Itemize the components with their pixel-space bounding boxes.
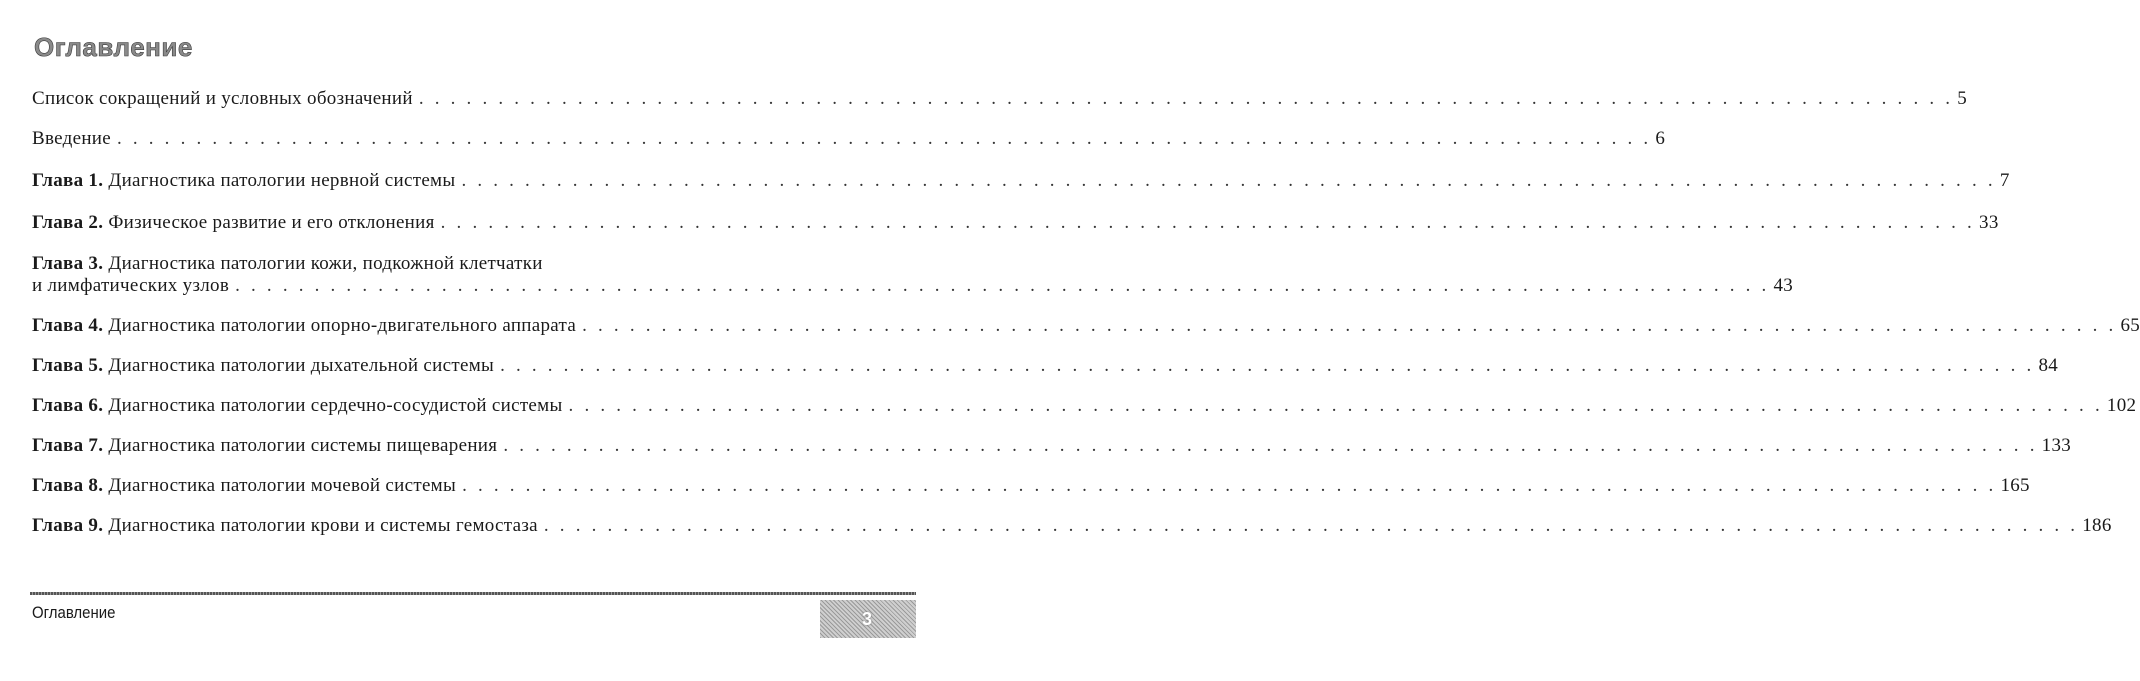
dot-leader: . . . . . . . . . . . . . . . . . . . . . . . . . . . . . . . . . . . . . . . . . . . . . . . . . . . . . . . . . . . . . . . . . . . . . . . . . . . . . . . . . . . . . . . . . . . . . . . . . (235, 275, 1770, 296)
toc-chapter-label: Глава 5. (32, 355, 104, 376)
toc-entry-title: Диагностика патологии кожи, подкожной клетчатки (108, 253, 543, 274)
page-number: 3 (861, 608, 872, 629)
dot-leader: . . . . . . . . . . . . . . . . . . . . . . . . . . . . . . . . . . . . . . . . . . . . . . . . . . . . . . . . . . . . . . . . . . . . . . . . . . . . . . . . . . . . . . . . . . . . . . . . . (461, 170, 1996, 191)
toc-entry-chapter-1 (32, 170, 2010, 192)
dot-leader: . . . . . . . . . . . . . . . . . . . . . . . . . . . . . . . . . . . . . . . . . . . . . . . . . . . . . . . . . . . . . . . . . . . . . . . . . . . . . . . . . . . . . . . . . . . . . . . . . (418, 88, 1954, 109)
dot-leader: . . . . . . . . . . . . . . . . . . . . . . . . . . . . . . . . . . . . . . . . . . . . . . . . . . . . . . . . . . . . . . . . . . . . . . . . . . . . . . . . . . . . . . . . . . . . . . . . . (500, 355, 2035, 376)
page-title: Оглавление (34, 32, 193, 62)
dot-leader: . . . . . . . . . . . . . . . . . . . . . . . . . . . . . . . . . . . . . . . . . . . . . . . . . . . . . . . . . . . . . . . . . . . . . . . . . . . . . . . . . . . . . . . . . . . . . . . . . (582, 315, 2117, 336)
toc-entry-introduction (32, 128, 1666, 150)
dot-leader: . . . . . . . . . . . . . . . . . . . . . . . . . . . . . . . . . . . . . . . . . . . . . . . . . . . . . . . . . . . . . . . . . . . . . . . . . . . . . . . . . . . . . . . . . . . . . . . . . (462, 475, 1997, 496)
toc-entry-chapter-6 (32, 395, 2137, 417)
toc-entry-title: Диагностика патологии опорно-двигательного аппарата (108, 315, 577, 336)
toc-entry-chapter-3 (32, 253, 1794, 297)
toc-entry-title-cont: и лимфатических узлов (32, 275, 230, 296)
toc-entry-title: Диагностика патологии нервной системы (108, 170, 456, 191)
toc-entry-page: 6 (1655, 128, 1666, 149)
toc-entry-title: Диагностика патологии системы пищеварения (108, 435, 498, 456)
toc-chapter-label: Глава 3. (32, 253, 104, 274)
dot-leader: . . . . . . . . . . . . . . . . . . . . . . . . . . . . . . . . . . . . . . . . . . . . . . . . . . . . . . . . . . . . . . . . . . . . . . . . . . . . . . . . . . . . . . . . . . . . . . . . . (503, 435, 2038, 456)
table-of-contents (32, 88, 2140, 537)
toc-chapter-label: Глава 6. (32, 395, 104, 416)
toc-entry-page: 133 (2041, 435, 2072, 456)
toc-entry-page: 165 (2000, 475, 2030, 496)
toc-entry-page: 102 (2106, 395, 2137, 416)
toc-entry-title: Диагностика патологии сердечно-сосудистой системы (108, 395, 563, 416)
toc-entry-title: Список сокращений и условных обозначений (32, 88, 413, 109)
toc-entry-abbreviations (32, 88, 1968, 110)
toc-entry-chapter-7 (32, 435, 2072, 457)
dot-leader: . . . . . . . . . . . . . . . . . . . . . . . . . . . . . . . . . . . . . . . . . . . . . . . . . . . . . . . . . . . . . . . . . . . . . . . . . . . . . . . . . . . . . . . . . . . . . . . . . (543, 515, 2079, 536)
toc-chapter-label: Глава 2. (32, 212, 104, 233)
toc-entry-chapter-5 (32, 355, 2059, 377)
toc-chapter-label: Глава 7. (32, 435, 104, 456)
toc-entry-chapter-8 (32, 475, 2030, 497)
running-footer-title: Оглавление (32, 603, 116, 622)
toc-entry-title: Диагностика патологии крови и системы гемостаза (108, 515, 538, 536)
dot-leader: . . . . . . . . . . . . . . . . . . . . . . . . . . . . . . . . . . . . . . . . . . . . . . . . . . . . . . . . . . . . . . . . . . . . . . . . . . . . . . . . . . . . . . . . . . . . . . . . . (568, 395, 2103, 416)
toc-chapter-label: Глава 1. (32, 170, 104, 191)
dot-leader: . . . . . . . . . . . . . . . . . . . . . . . . . . . . . . . . . . . . . . . . . . . . . . . . . . . . . . . . . . . . . . . . . . . . . . . . . . . . . . . . . . . . . . . . . . . . . . . . . (440, 212, 1976, 233)
toc-entry-chapter-2 (32, 212, 1999, 234)
toc-entry-page: 33 (1979, 212, 1999, 233)
footer-divider (30, 592, 916, 595)
toc-entry-title: Физическое развитие и его отклонения (108, 212, 435, 233)
toc-entry-chapter-4 (32, 315, 2140, 337)
toc-chapter-label: Глава 8. (32, 475, 104, 496)
toc-entry-chapter-9 (32, 515, 2112, 537)
toc-entry-page: 65 (2120, 315, 2140, 336)
toc-entry-page: 5 (1957, 88, 1968, 109)
toc-entry-page: 43 (1773, 275, 1794, 296)
toc-entry-title: Диагностика патологии дыхательной системы (108, 355, 495, 376)
page-number-badge (820, 600, 916, 638)
toc-entry-page: 186 (2082, 515, 2112, 536)
toc-chapter-label: Глава 9. (32, 515, 104, 536)
toc-entry-page: 7 (1999, 170, 2010, 191)
toc-entry-title: Введение (32, 128, 111, 149)
dot-leader: . . . . . . . . . . . . . . . . . . . . . . . . . . . . . . . . . . . . . . . . . . . . . . . . . . . . . . . . . . . . . . . . . . . . . . . . . . . . . . . . . . . . . . . . . . . . . . . . . (116, 128, 1652, 149)
toc-chapter-label: Глава 4. (32, 315, 104, 336)
toc-entry-title: Диагностика патологии мочевой системы (108, 475, 457, 496)
toc-entry-page: 84 (2038, 355, 2059, 376)
